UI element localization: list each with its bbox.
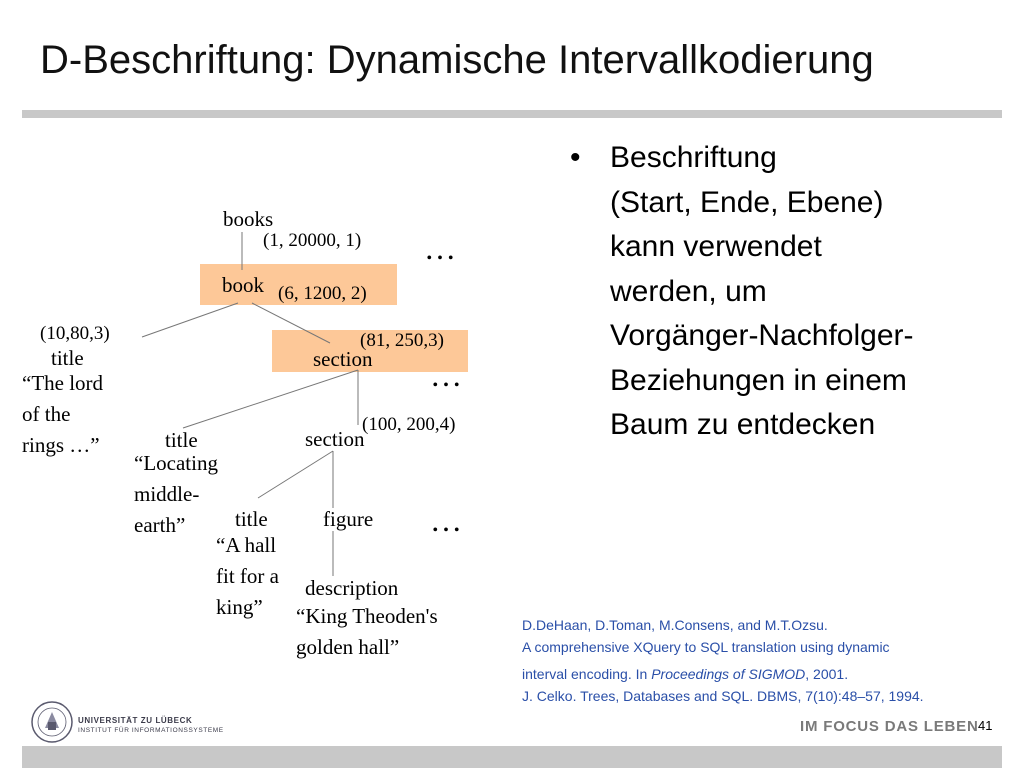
node-description: description (305, 576, 399, 600)
reference-line: A comprehensive XQuery to SQL translation using dynamic (522, 639, 890, 655)
bullet-line: (Start, Ende, Ebene) (610, 185, 884, 219)
bullet-line: Baum zu entdecken (610, 408, 876, 441)
ellipsis-books: … (424, 230, 458, 266)
footer-bar (22, 746, 1002, 768)
university-motto: IM FOCUS DAS LEBEN (800, 718, 979, 735)
title1-text-line: rings …” (22, 433, 100, 457)
edge-book-section (252, 303, 330, 343)
edge-section2-title (258, 451, 333, 498)
title2-text-line: “Locating (134, 451, 218, 475)
book-interval-label: (6, 1200, 2) (278, 283, 367, 304)
bullet-line: Beschriftung (610, 141, 777, 174)
node-figure: figure (323, 507, 374, 531)
title2-text-line: middle- (134, 482, 200, 506)
reference-line: J. Celko. Trees, Databases and SQL. DBMS, 7(10):48–57, 1994. (522, 688, 924, 704)
reference-line (522, 666, 848, 683)
description-text-line: “King Theoden's (296, 604, 438, 628)
node-title-2: title (165, 428, 198, 452)
title1-text-line: of the (22, 402, 71, 426)
ellipsis-section: … (430, 357, 464, 393)
section1-interval-label: (81, 250,3) (360, 330, 444, 351)
title3-text-line: king” (216, 595, 263, 619)
bullet-line: Beziehungen in einem (610, 363, 907, 397)
title1-interval-label: (10,80,3) (40, 323, 110, 344)
node-books: books (223, 207, 274, 231)
node-section-2: section (305, 427, 365, 451)
node-book: book (222, 273, 264, 297)
books-interval-label: (1, 20000, 1) (263, 230, 362, 251)
description-text-line: golden hall” (296, 635, 400, 659)
node-title-3: title (235, 507, 268, 531)
title3-text-line: fit for a (216, 564, 279, 588)
bullet-line: kann verwendet (610, 230, 822, 263)
reference-venue: Proceedings of SIGMOD (651, 666, 806, 682)
bullet-line: Vorgänger-Nachfolger- (610, 319, 914, 352)
university-name: UNIVERSITÄT ZU LÜBECK (78, 716, 193, 725)
reference-text: , 2001. (805, 666, 849, 682)
bullet-line: werden, um (610, 274, 767, 308)
title3-text-line: “A hall (216, 533, 277, 557)
bullet-marker: • (570, 141, 581, 174)
ellipsis-figure: … (430, 502, 464, 538)
node-title-1: title (51, 346, 84, 370)
node-section-1: section (313, 347, 373, 371)
section2-interval-label: (100, 200,4) (362, 414, 456, 435)
title2-text-line: earth” (134, 513, 186, 537)
page-number: 41 (978, 718, 993, 733)
slide-title: D-Beschriftung: Dynamische Intervallkodierung (40, 38, 874, 82)
reference-line: D.DeHaan, D.Toman, M.Consens, and M.T.Ozsu. (522, 617, 828, 633)
edge-section-title (183, 370, 358, 428)
title1-text-line: “The lord (22, 371, 104, 395)
institute-name: INSTITUT FÜR INFORMATIONSSYSTEME (78, 727, 224, 734)
edge-book-title (142, 303, 238, 337)
university-seal-icon (30, 700, 74, 744)
reference-text: interval encoding. In (522, 666, 652, 682)
